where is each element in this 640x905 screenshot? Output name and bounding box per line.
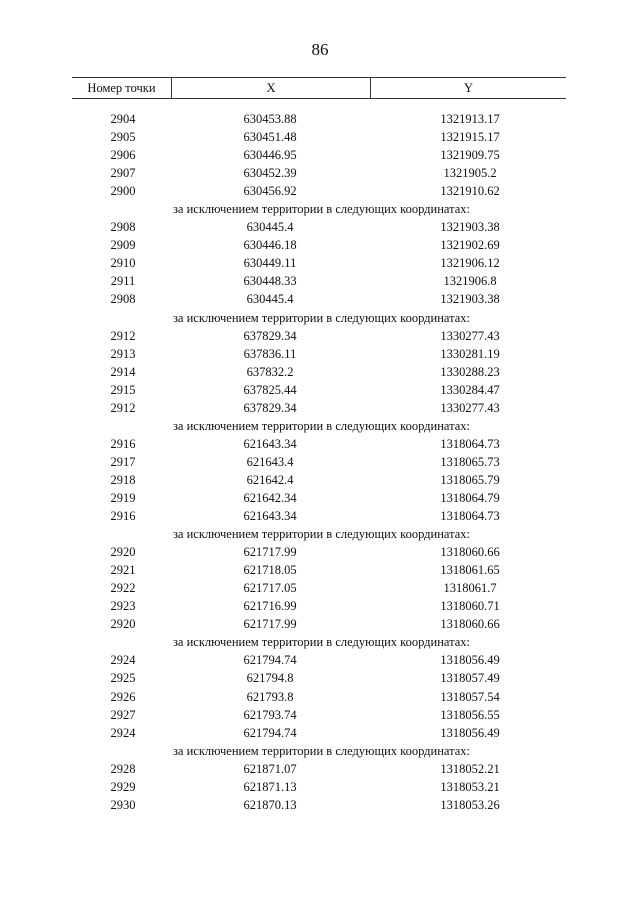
point-number-cell: 2925 (110, 671, 136, 686)
table-row (72, 453, 566, 471)
y-coordinate-cell: 1318053.21 (440, 779, 500, 794)
y-coordinate-cell: 1321903.38 (440, 220, 500, 235)
table-header (72, 77, 566, 99)
table-row (72, 796, 566, 814)
x-coordinate-cell: 621794.74 (243, 725, 297, 740)
table-row (72, 778, 566, 796)
exclusion-note: за исключением территории в следующих координатах: (172, 202, 471, 217)
point-number-cell: 2927 (110, 707, 136, 722)
x-coordinate-cell: 630445.4 (246, 220, 294, 235)
x-coordinate-cell: 621793.74 (243, 707, 297, 722)
x-coordinate-cell: 621717.99 (243, 545, 297, 560)
y-coordinate-cell: 1318064.73 (440, 436, 500, 451)
x-coordinate-cell: 621870.13 (243, 797, 297, 812)
header-y: Y (463, 81, 474, 95)
x-coordinate-cell: 621643.4 (246, 454, 294, 469)
x-coordinate-cell: 637825.44 (243, 382, 297, 397)
point-number-cell: 2916 (110, 509, 136, 524)
coordinates-table-body (72, 110, 566, 814)
y-coordinate-cell: 1318064.73 (440, 509, 500, 524)
y-coordinate-cell: 1318060.66 (440, 545, 500, 560)
x-coordinate-cell: 621642.34 (243, 490, 297, 505)
table-row (72, 272, 566, 290)
x-coordinate-cell: 630448.33 (243, 274, 297, 289)
table-row (72, 435, 566, 453)
point-number-cell: 2922 (110, 581, 136, 596)
point-number-cell: 2904 (110, 112, 136, 126)
y-coordinate-cell: 1321903.38 (440, 292, 500, 307)
table-row (72, 579, 566, 597)
table-row (72, 381, 566, 399)
y-coordinate-cell: 1318065.73 (440, 454, 500, 469)
table-row (72, 688, 566, 706)
point-number-cell: 2916 (110, 436, 136, 451)
point-number-cell: 2929 (110, 779, 136, 794)
table-row (72, 706, 566, 724)
x-coordinate-cell: 621793.8 (246, 689, 294, 704)
x-coordinate-cell: 630453.88 (243, 112, 297, 126)
y-coordinate-cell: 1330281.19 (440, 346, 500, 361)
exclusion-note: за исключением территории в следующих координатах: (172, 418, 471, 433)
table-row (72, 507, 566, 525)
y-coordinate-cell: 1318060.71 (440, 599, 500, 614)
point-number-cell: 2900 (110, 184, 136, 199)
table-row (72, 724, 566, 742)
y-coordinate-cell: 1321909.75 (440, 148, 500, 163)
y-coordinate-cell: 1330277.43 (440, 328, 500, 343)
table-row (72, 327, 566, 345)
exclusion-note: за исключением территории в следующих координатах: (172, 310, 471, 325)
point-number-cell: 2906 (110, 148, 136, 163)
exclusion-note: за исключением территории в следующих координатах: (172, 635, 471, 650)
x-coordinate-cell: 637836.11 (243, 346, 297, 361)
point-number-cell: 2924 (110, 725, 136, 740)
table-row (72, 236, 566, 254)
point-number-cell: 2912 (110, 400, 136, 415)
y-coordinate-cell: 1318064.79 (440, 490, 500, 505)
header-x: X (172, 78, 371, 98)
table-row (72, 218, 566, 236)
y-coordinate-cell: 1318053.26 (440, 797, 500, 812)
exclusion-note: за исключением территории в следующих координатах: (172, 743, 471, 758)
table-row (72, 543, 566, 561)
point-number-cell: 2917 (110, 454, 136, 469)
point-number-cell: 2923 (110, 599, 136, 614)
x-coordinate-cell: 621871.13 (243, 779, 297, 794)
y-coordinate-cell: 1321902.69 (440, 238, 500, 253)
y-coordinate-cell: 1330284.47 (440, 382, 500, 397)
y-coordinate-cell: 1321906.8 (443, 274, 497, 289)
point-number-cell: 2919 (110, 490, 136, 505)
point-number-cell: 2905 (110, 130, 136, 145)
x-coordinate-cell: 630452.39 (243, 166, 297, 181)
y-coordinate-cell: 1318061.65 (440, 563, 500, 578)
x-coordinate-cell: 621642.4 (246, 472, 294, 487)
table-row (72, 128, 566, 146)
x-coordinate-cell: 630456.92 (243, 184, 297, 199)
x-coordinate-cell: 621871.07 (243, 761, 297, 776)
table-row (72, 290, 566, 308)
x-coordinate-cell: 621716.99 (243, 599, 297, 614)
table-row (72, 489, 566, 507)
table-row (72, 164, 566, 182)
point-number-cell: 2909 (110, 238, 136, 253)
x-coordinate-cell: 621794.8 (246, 671, 294, 686)
x-coordinate-cell: 621717.05 (243, 581, 297, 596)
page-number: 86 (311, 40, 329, 59)
point-number-cell: 2911 (110, 274, 136, 289)
table-row (72, 471, 566, 489)
y-coordinate-cell: 1318057.49 (440, 671, 500, 686)
y-coordinate-cell: 1318061.7 (443, 581, 497, 596)
y-coordinate-cell: 1321906.12 (440, 256, 500, 271)
table-row (72, 615, 566, 633)
point-number-cell: 2910 (110, 256, 136, 271)
table-row (72, 651, 566, 669)
x-coordinate-cell: 621643.34 (243, 509, 297, 524)
table-row (72, 669, 566, 687)
x-coordinate-cell: 637829.34 (243, 400, 297, 415)
x-coordinate-cell: 621643.34 (243, 436, 297, 451)
x-coordinate-cell: 637832.2 (246, 364, 294, 379)
x-coordinate-cell: 630449.11 (243, 256, 297, 271)
table-row (72, 561, 566, 579)
y-coordinate-cell: 1321905.2 (443, 166, 497, 181)
point-number-cell: 2930 (110, 797, 136, 812)
x-coordinate-cell: 630446.18 (243, 238, 297, 253)
table-row (72, 146, 566, 164)
table-row (72, 110, 566, 128)
x-coordinate-cell: 621794.74 (243, 653, 297, 668)
x-coordinate-cell: 621718.05 (243, 563, 297, 578)
y-coordinate-cell: 1318060.66 (440, 617, 500, 632)
y-coordinate-cell: 1321910.62 (440, 184, 500, 199)
y-coordinate-cell: 1330277.43 (440, 400, 500, 415)
point-number-cell: 2921 (110, 563, 136, 578)
point-number-cell: 2920 (110, 545, 136, 560)
y-coordinate-cell: 1318056.55 (440, 707, 500, 722)
point-number-cell: 2924 (110, 653, 136, 668)
table-row (72, 345, 566, 363)
x-coordinate-cell: 630446.95 (243, 148, 297, 163)
y-coordinate-cell: 1318056.49 (440, 725, 500, 740)
y-coordinate-cell: 1318056.49 (440, 653, 500, 668)
x-coordinate-cell: 630451.48 (243, 130, 297, 145)
table-row (72, 254, 566, 272)
point-number-cell: 2915 (110, 382, 136, 397)
x-coordinate-cell: 637829.34 (243, 328, 297, 343)
point-number-cell: 2913 (110, 346, 136, 361)
point-number-cell: 2918 (110, 472, 136, 487)
point-number-cell: 2908 (110, 220, 136, 235)
y-coordinate-cell: 1318052.21 (440, 761, 500, 776)
x-coordinate-cell: 621717.99 (243, 617, 297, 632)
point-number-cell: 2907 (110, 166, 136, 181)
y-coordinate-cell: 1318065.79 (440, 472, 500, 487)
y-coordinate-cell: 1321913.17 (440, 112, 500, 126)
point-number-cell: 2926 (110, 689, 136, 704)
exclusion-note: за исключением территории в следующих координатах: (172, 527, 471, 542)
y-coordinate-cell: 1330288.23 (440, 364, 500, 379)
table-row (72, 399, 566, 417)
point-number-cell: 2912 (110, 328, 136, 343)
table-row (72, 597, 566, 615)
table-row (72, 363, 566, 381)
y-coordinate-cell: 1321915.17 (440, 130, 500, 145)
point-number-cell: 2928 (110, 761, 136, 776)
point-number-cell: 2914 (110, 364, 136, 379)
table-row (72, 182, 566, 200)
point-number-cell: 2920 (110, 617, 136, 632)
x-coordinate-cell: 630445.4 (246, 292, 294, 307)
y-coordinate-cell: 1318057.54 (440, 689, 500, 704)
table-row (72, 760, 566, 778)
point-number-cell: 2908 (110, 292, 136, 307)
header-point-number: Номер точки (72, 78, 172, 98)
